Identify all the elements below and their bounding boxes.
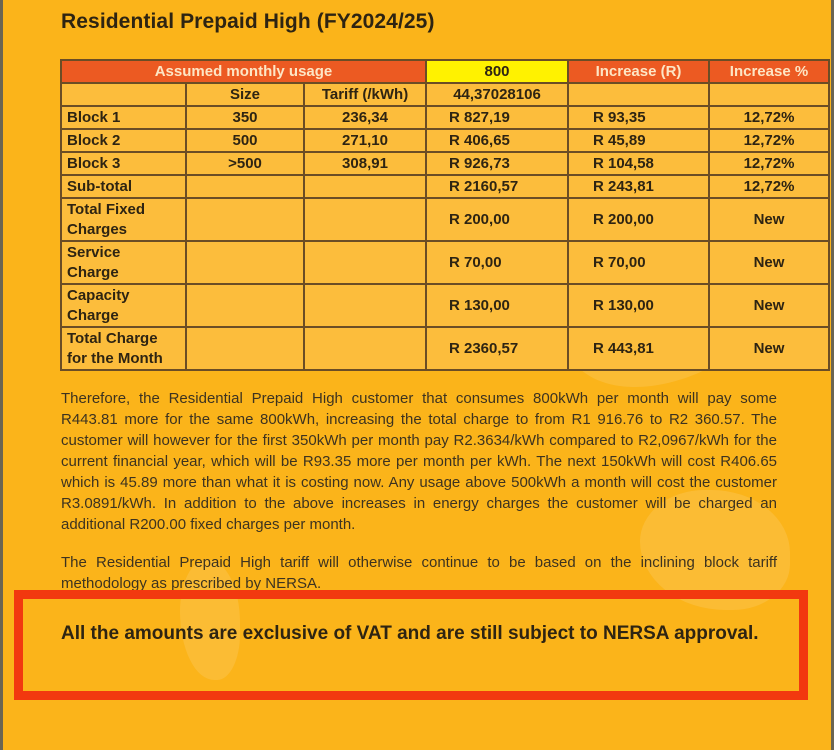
row-increase-pct: New	[709, 327, 829, 370]
header-assumed-usage: Assumed monthly usage	[61, 60, 426, 83]
row-tariff	[304, 241, 426, 284]
header-usage-value: 800	[426, 60, 568, 83]
table-row-capacity-charge	[61, 284, 829, 327]
row-amount: R 2160,57	[426, 175, 568, 198]
row-amount: R 70,00	[426, 241, 568, 284]
row-tariff: 308,91	[304, 152, 426, 175]
row-label: Block 2	[61, 129, 186, 152]
frame-border-left	[0, 0, 3, 750]
row-increase-pct: 12,72%	[709, 175, 829, 198]
subheader-inc-pct	[709, 83, 829, 106]
row-amount: R 200,00	[426, 198, 568, 241]
subheader-tariff: Tariff (/kWh)	[304, 83, 426, 106]
row-tariff	[304, 175, 426, 198]
methodology-paragraph: The Residential Prepaid High tariff will otherwise continue to be based on the inclining block tariff methodology as prescribed by NERSA.	[61, 554, 777, 592]
row-tariff: 271,10	[304, 129, 426, 152]
row-amount: R 926,73	[426, 152, 568, 175]
row-size: >500	[186, 152, 304, 175]
row-increase-pct: 12,72%	[709, 129, 829, 152]
subheader-blank	[61, 83, 186, 106]
row-increase-r: R 45,89	[568, 129, 709, 152]
row-tariff: 236,34	[304, 106, 426, 129]
row-increase-r: R 243,81	[568, 175, 709, 198]
row-increase-pct: 12,72%	[709, 152, 829, 175]
row-label: Block 3	[61, 152, 186, 175]
subheader-size: Size	[186, 83, 304, 106]
row-label: Sub-total	[61, 175, 186, 198]
table-row-subtotal	[61, 175, 829, 198]
table-row-service-charge	[61, 241, 829, 284]
row-size	[186, 284, 304, 327]
table-header-row	[61, 60, 829, 83]
row-size	[186, 327, 304, 370]
table-subheader-row	[61, 83, 829, 106]
row-amount: R 2360,57	[426, 327, 568, 370]
row-label: Total Fixed Charges	[61, 198, 186, 241]
table-row	[61, 106, 829, 129]
row-increase-r: R 130,00	[568, 284, 709, 327]
row-increase-r: R 93,35	[568, 106, 709, 129]
row-size: 500	[186, 129, 304, 152]
subheader-inc-r	[568, 83, 709, 106]
vat-notice-text: All the amounts are exclusive of VAT and are still subject to NERSA approval.	[61, 623, 759, 644]
row-amount: R 827,19	[426, 106, 568, 129]
row-label: Service Charge	[61, 241, 186, 284]
row-label: Capacity Charge	[61, 284, 186, 327]
row-tariff	[304, 198, 426, 241]
table-row	[61, 129, 829, 152]
row-tariff	[304, 284, 426, 327]
row-size	[186, 198, 304, 241]
table-row	[61, 152, 829, 175]
tariff-table	[60, 59, 830, 371]
page-title: Residential Prepaid High (FY2024/25)	[61, 10, 435, 33]
row-label: Total Charge for the Month	[61, 327, 186, 370]
row-tariff	[304, 327, 426, 370]
row-size	[186, 175, 304, 198]
row-increase-r: R 70,00	[568, 241, 709, 284]
row-increase-r: R 443,81	[568, 327, 709, 370]
row-increase-pct: 12,72%	[709, 106, 829, 129]
row-increase-pct: New	[709, 241, 829, 284]
vat-notice-box	[14, 590, 808, 700]
row-increase-pct: New	[709, 284, 829, 327]
header-increase-r: Increase (R)	[568, 60, 709, 83]
table-row-fixed-charges	[61, 198, 829, 241]
row-label: Block 1	[61, 106, 186, 129]
row-size: 350	[186, 106, 304, 129]
header-increase-pct: Increase %	[709, 60, 829, 83]
row-amount: R 130,00	[426, 284, 568, 327]
row-increase-r: R 200,00	[568, 198, 709, 241]
explanation-paragraph: Therefore, the Residential Prepaid High customer that consumes 800kWh per month will pay some R443.81 more for the same 800kWh, increasing the total charge to from R1 916.76 to R2 360.57. The customer will however for the first 350kWh per month pay R2.3634/kWh compared to R2,0967/kWh for the current financial year, which will be R93.35 more per month per kWh. The next 150kWh will cost R406.65 which is 45.89 more than what it is costing now. Any usage above 500kWh a month will cost the customer R3.0891/kWh. In addition to the above increases in energy charges the customer will be charged an additional R200.00 fixed charges per month.	[61, 390, 777, 533]
row-size	[186, 241, 304, 284]
row-amount: R 406,65	[426, 129, 568, 152]
subheader-factor: 44,37028106	[426, 83, 568, 106]
row-increase-pct: New	[709, 198, 829, 241]
row-increase-r: R 104,58	[568, 152, 709, 175]
table-row-total-charge	[61, 327, 829, 370]
